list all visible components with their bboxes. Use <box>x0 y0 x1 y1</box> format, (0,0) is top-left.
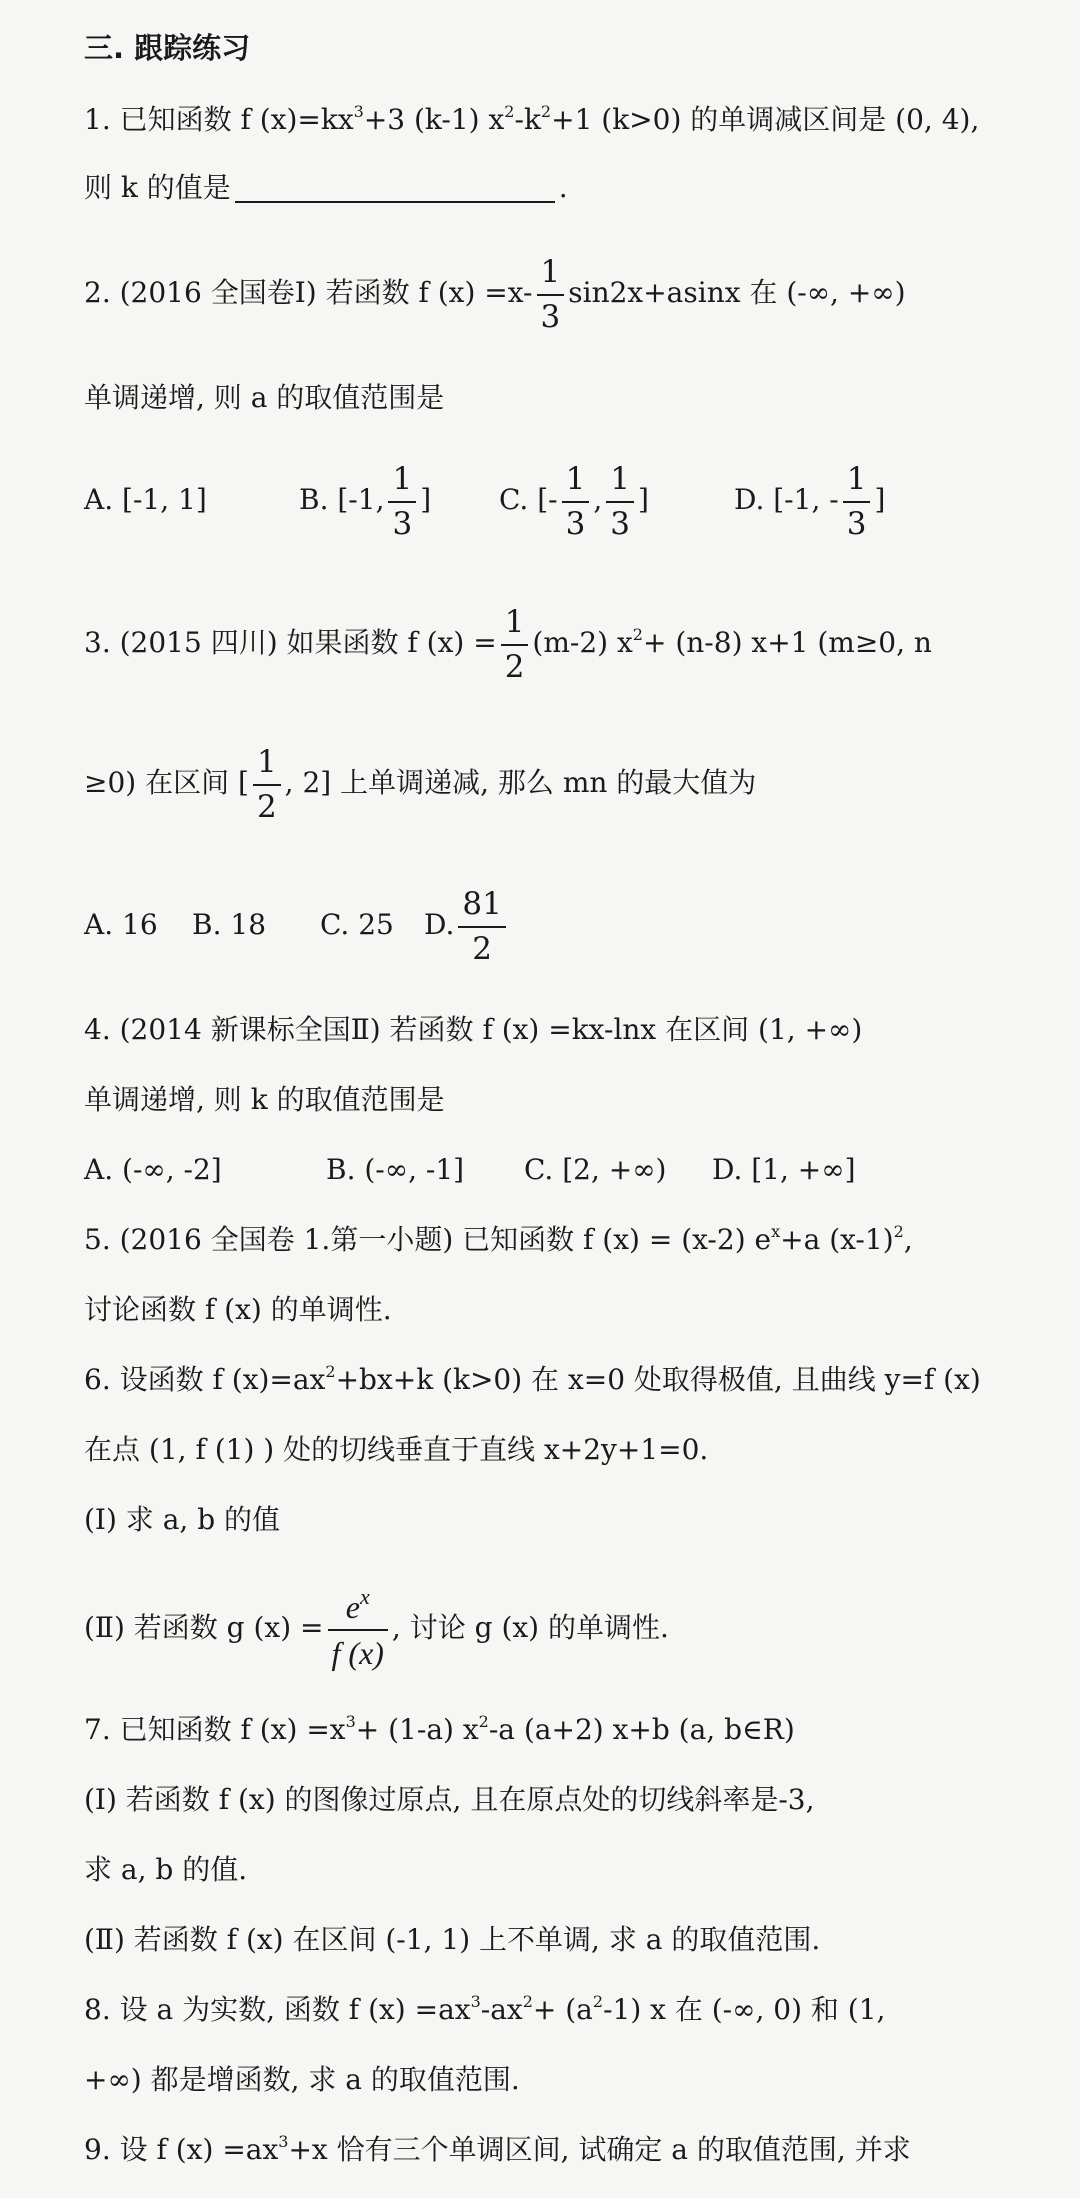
fraction: $\frac{1}{3}$ <box>537 257 565 333</box>
question-3-line-2: ≥0) 在区间 [ $\frac{1}{2}$ , 2] 上单调递减, 那么 mn 的最大值为 <box>84 743 757 825</box>
option-b: B. 18 <box>192 908 267 941</box>
option-a: A. [-1, 1] <box>84 483 207 516</box>
option-a: A. 16 <box>84 908 158 941</box>
question-6-line-2: 在点 (1, f (1) ) 处的切线垂直于直线 x+2y+1=0. <box>84 1433 709 1466</box>
option-a: A. (-∞, -2] <box>84 1153 222 1186</box>
question-1-line-1: 1. 已知函数 f $(x)=kx^3+3$ (k-1) $x^2-k^2+1$ (k>0) 的单调减区间是 (0, 4), <box>84 102 980 136</box>
question-2-line-1: 2. (2016 全国卷Ⅰ) 若函数 f (x) =x- $\frac{1}{3}$ sin2x+asinx 在 (-∞, +∞) <box>84 253 906 335</box>
option-c: C. [2, +∞) <box>524 1153 667 1186</box>
question-6-part-2: (Ⅱ) 若函数 g (x) = $\frac{e^x}{f (x)}$ , 讨论 g (x) 的单调性. <box>84 1583 669 1671</box>
question-4-line-1: 4. (2014 新课标全国Ⅱ) 若函数 f (x) =kx-lnx 在区间 (1, +∞) <box>84 1013 863 1046</box>
question-8-line-2: +∞) 都是增函数, 求 a 的取值范围. <box>84 2063 520 2096</box>
question-5-line-1: 5. (2016 全国卷 1.第一小题) 已知函数 f (x) = (x-2) $e^x+a$ $(x-1)^2$, <box>84 1222 913 1256</box>
question-4-options <box>84 1150 856 1190</box>
question-5-line-2: 讨论函数 f (x) 的单调性. <box>84 1293 392 1326</box>
fraction: $\frac{e^x}{f (x)}$ <box>328 1591 388 1669</box>
option-b: B. [-1, $\frac{1}{3}$ ] <box>299 460 432 542</box>
question-1-line-2: 则 k 的值是 . <box>84 171 568 204</box>
fraction: $\frac{1}{2}$ <box>501 607 529 683</box>
option-d: D. $\frac{81}{2}$ <box>424 880 510 970</box>
option-c: C. 25 <box>320 908 394 941</box>
question-2-options <box>84 455 885 545</box>
section-heading: 三. 跟踪练习 <box>84 31 251 65</box>
question-3-line-1: 3. (2015 四川) 如果函数 f (x) = $\frac{1}{2}$ (m-2) $x^2+ (n-8)$ x+1 (m≥0, n <box>84 603 932 685</box>
option-d: D. [1, +∞] <box>712 1153 856 1186</box>
option-d: D. [-1, - $\frac{1}{3}$ ] <box>734 460 886 542</box>
question-7-part-1-cont: 求 a, b 的值. <box>84 1853 248 1886</box>
option-c: C. [- $\frac{1}{3}$ , $\frac{1}{3}$ ] <box>499 460 649 542</box>
question-2-line-2: 单调递增, 则 a 的取值范围是 <box>84 381 445 414</box>
question-3-options <box>84 880 510 970</box>
question-7-line-1: 7. 已知函数 f $(x) =x^3+ (1-a)$ $x^2-a$ (a+2) x+b (a, b∈R) <box>84 1712 795 1746</box>
fraction: $\frac{1}{2}$ <box>253 747 281 823</box>
question-4-line-2: 单调递增, 则 k 的取值范围是 <box>84 1083 445 1116</box>
question-6-line-1: 6. 设函数 f $(x)=ax^2+bx+k$ (k>0) 在 x=0 处取得极值, 且曲线 y=f (x) <box>84 1362 981 1396</box>
question-7-part-2: (Ⅱ) 若函数 f (x) 在区间 (-1, 1) 上不单调, 求 a 的取值范围. <box>84 1923 821 1956</box>
question-7-part-1: (Ⅰ) 若函数 f (x) 的图像过原点, 且在原点处的切线斜率是-3, <box>84 1783 815 1816</box>
question-6-part-1: (Ⅰ) 求 a, b 的值 <box>84 1503 281 1536</box>
answer-blank <box>235 171 555 203</box>
option-b: B. (-∞, -1] <box>326 1153 465 1186</box>
question-9-line-1: 9. 设 f $(x) =ax^3+x$ 恰有三个单调区间, 试确定 a 的取值范围, 并求 <box>84 2132 911 2166</box>
question-8-line-1: 8. 设 a 为实数, 函数 f $(x) =ax^3-ax^2+ (a^2-1)$ x 在 (-∞, 0) 和 (1, <box>84 1992 886 2026</box>
